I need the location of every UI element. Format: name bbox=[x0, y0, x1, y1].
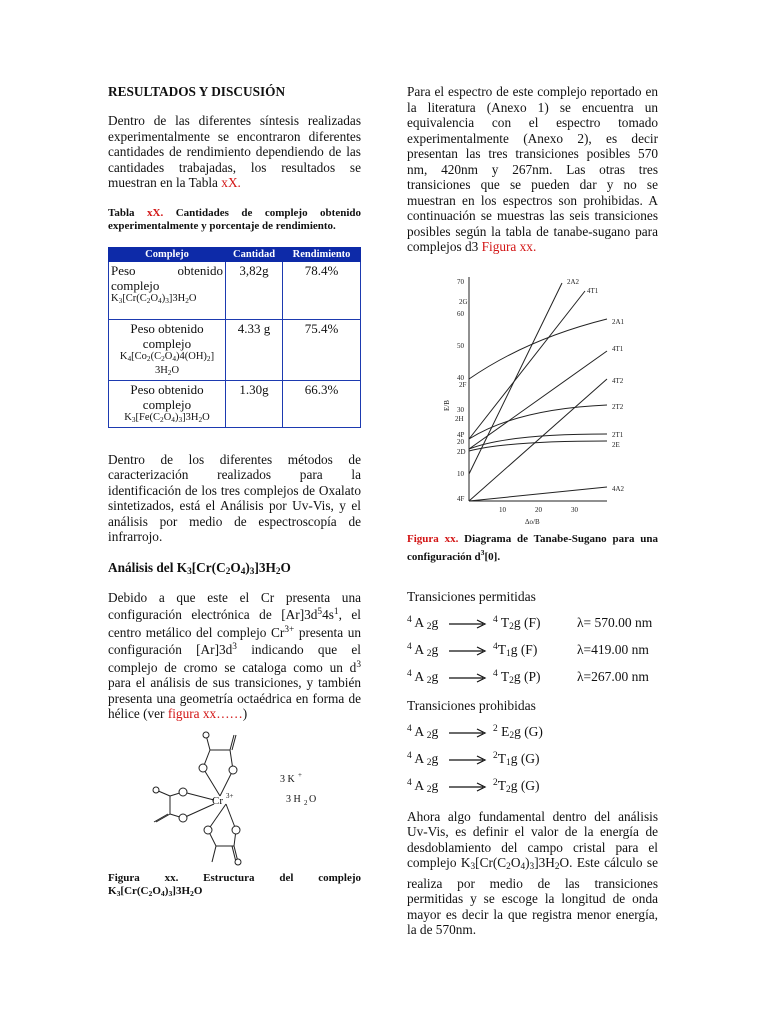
svg-text:4T1: 4T1 bbox=[587, 286, 599, 295]
svg-text:+: + bbox=[298, 770, 302, 779]
complex-structure-image bbox=[108, 730, 361, 870]
svg-text:2A2: 2A2 bbox=[567, 277, 580, 286]
transition-row bbox=[407, 615, 658, 642]
table-header: Cantidad bbox=[226, 247, 283, 261]
tanabe-sugano-diagram bbox=[407, 269, 658, 529]
svg-text:10: 10 bbox=[499, 505, 506, 514]
svg-text:40: 40 bbox=[457, 373, 464, 382]
table-row bbox=[109, 380, 361, 427]
intro-text: Dentro de las diferentes síntesis realizadas experimentalmente se encontraron diferentes cantidades de rendimiento dependiendo de las cantidades trabajadas, los resultados se muestran en la Tabla bbox=[108, 113, 361, 190]
arrow-icon bbox=[447, 644, 489, 658]
svg-text:2G: 2G bbox=[459, 297, 468, 306]
svg-text:2T2: 2T2 bbox=[612, 402, 624, 411]
transition-value: λ=267.00 nm bbox=[577, 668, 649, 684]
transition-row bbox=[407, 642, 658, 669]
svg-text:O: O bbox=[309, 793, 317, 805]
table-caption-ref: xX. bbox=[147, 206, 164, 219]
transition-row bbox=[407, 751, 658, 778]
arrow-icon bbox=[447, 780, 489, 794]
table-header: Complejo bbox=[109, 247, 226, 261]
table-cell-complejo bbox=[109, 380, 226, 427]
arrow-icon bbox=[447, 617, 489, 631]
svg-text:2D: 2D bbox=[457, 447, 466, 456]
svg-text:30: 30 bbox=[457, 405, 464, 414]
table-cell-rendimiento: 78.4% bbox=[283, 261, 361, 319]
row-label: Peso obtenido complejo bbox=[111, 262, 223, 293]
transition-to: $^2T_1g$ (G) bbox=[493, 750, 540, 768]
transition-to: $^4$ $T_2g$ (F) bbox=[493, 614, 541, 632]
allowed-transitions-title: Transiciones permitidas bbox=[407, 588, 536, 604]
table-caption-text: Cantidades de complejo obtenido experimentalmente y porcentaje de rendimiento. bbox=[108, 206, 362, 232]
svg-text:Cr: Cr bbox=[212, 794, 223, 807]
transition-from: $^4$ A $_2$g bbox=[407, 641, 439, 659]
transition-to: $^4$ $T_2g$ (P) bbox=[493, 668, 541, 686]
svg-text:4T2: 4T2 bbox=[612, 376, 624, 385]
intro-paragraph bbox=[108, 113, 361, 191]
transition-row bbox=[407, 778, 658, 805]
svg-text:70: 70 bbox=[457, 277, 464, 286]
configuration-paragraph: Debido a que este el Cr presenta una configuración electrónica de $[Ar]3d^54s^1$, el centro metálico del complejo $Cr^{3+}$ presenta un configuración $[Ar]3d^3$ indicando que el complejo de cromo se cataloga como un $d^3$ para el análisis de sus transiciones, y también presenta una geometría octaédrica en forma de hélice (ver figura xx……) bbox=[108, 589, 361, 721]
table-cell-rendimiento: 75.4% bbox=[283, 319, 361, 380]
row-formula: $K_4[Co_2(C_2O_4)4(OH)_2]$ $3H_2O$ bbox=[119, 350, 215, 377]
transition-to: $^4T_1g$ (F) bbox=[493, 641, 538, 659]
table-caption-prefix: Tabla bbox=[108, 206, 135, 219]
transition-from: $^4$ A $_2$g bbox=[407, 777, 439, 795]
transition-row bbox=[407, 669, 658, 696]
figure-reference: Figura xx. bbox=[481, 239, 537, 254]
svg-text:60: 60 bbox=[457, 309, 464, 318]
svg-text:20: 20 bbox=[535, 505, 542, 514]
svg-text:20: 20 bbox=[457, 437, 464, 446]
row-label: Peso obtenido complejo bbox=[130, 320, 204, 351]
svg-text:2T1: 2T1 bbox=[612, 430, 624, 439]
figure-reference: figura xx bbox=[167, 706, 217, 721]
transition-to: $^2$ $E_2g$ (G) bbox=[493, 723, 543, 741]
transition-row bbox=[407, 724, 658, 751]
arrow-icon bbox=[447, 671, 489, 685]
crystal-field-paragraph: Ahora algo fundamental dentro del análisis Uv-Vis, es definir el valor de la energía de desdoblamiento del campo cristal para el complejo $K_3[Cr(C_2O_4)_3]3H_2O$. Este cálculo se realiza por medio de las transiciones permitidas y se escoge la longitud de onda mayor es decir la que registra menor energía, la de 570nm. bbox=[407, 808, 658, 937]
transition-from: $^4$ A $_2$g bbox=[407, 750, 439, 768]
svg-text:E/B: E/B bbox=[443, 399, 451, 411]
svg-text:4F: 4F bbox=[457, 494, 465, 503]
table-cell-complejo bbox=[109, 319, 226, 380]
figure-reference-dots: …… bbox=[216, 706, 243, 721]
forbidden-transitions-title: Transiciones prohibidas bbox=[407, 697, 536, 713]
paren-close: ) bbox=[242, 706, 248, 721]
svg-text:3 H: 3 H bbox=[286, 793, 301, 805]
svg-text:50: 50 bbox=[457, 341, 464, 350]
svg-text:2H: 2H bbox=[455, 414, 464, 423]
svg-text:30: 30 bbox=[571, 505, 578, 514]
svg-text:3 K: 3 K bbox=[280, 773, 295, 785]
tanabe-caption-ref: Figura xx. bbox=[407, 532, 459, 545]
svg-text:3+: 3+ bbox=[226, 791, 234, 800]
transition-value: λ=419.00 nm bbox=[577, 641, 649, 657]
table-cell-cantidad: 1.30g bbox=[226, 380, 283, 427]
tanabe-figure-caption: Figura xx. Diagrama de Tanabe-Sugano para una configuración $d^3[0]$. bbox=[407, 532, 659, 563]
svg-text:4A2: 4A2 bbox=[612, 484, 625, 493]
transition-value: λ= 570.00 nm bbox=[577, 614, 653, 630]
transition-to: $^2T_2g$ (G) bbox=[493, 777, 540, 795]
svg-text:Δo/B: Δo/B bbox=[525, 517, 540, 526]
table-caption bbox=[108, 207, 361, 234]
arrow-icon bbox=[447, 726, 489, 740]
spectrum-text: Para el espectro de este complejo reportado en la literatura (Anexo 1) se encuentra un equivalencia con el espectro tomado experimentalmente (Anexo 2), es decir presentan las tres transiciones posibles 570 nm, 420nm y 267nm. Las otras tres transiciones que se pueden dar y no se muestran en los espectros son prohibidas. A continuación se muestras las seis transiciones posibles según la tabla de tanabe-sugano para complejos d3 bbox=[407, 84, 658, 254]
table-row bbox=[109, 319, 361, 380]
table-header: Rendimiento bbox=[283, 247, 361, 261]
section-heading: RESULTADOS Y DISCUSIÓN bbox=[108, 84, 286, 99]
svg-text:2F: 2F bbox=[459, 380, 467, 389]
svg-text:2E: 2E bbox=[612, 440, 620, 449]
row-label: Peso obtenido complejo bbox=[130, 381, 204, 412]
svg-text:2A1: 2A1 bbox=[612, 317, 625, 326]
table-cell-rendimiento: 66.3% bbox=[283, 380, 361, 427]
arrow-icon bbox=[447, 753, 489, 767]
left-column bbox=[108, 84, 361, 901]
results-table bbox=[108, 247, 361, 428]
table-row bbox=[109, 261, 361, 319]
transition-from: $^4$ A $_2$g bbox=[407, 668, 439, 686]
analysis-subheading: Análisis del $K_3[Cr(C_2O_4)_3]3H_2O$ bbox=[108, 559, 291, 577]
structure-figure-caption: Figura xx. Estructura del complejo $K_3[Cr(C_2O_4)_3]3H_2O$ bbox=[108, 871, 361, 898]
transition-from: $^4$ A $_2$g bbox=[407, 614, 439, 632]
row-formula: $K_3[Cr(C_2O_4)_3]3H_2O$ bbox=[111, 292, 197, 305]
methods-paragraph: Dentro de los diferentes métodos de caracterización realizados para la identificación de los tres complejos de Oxalato sintetizados, está el Análisis por Uv-Vis, y el análisis por medio de espectroscopía de infrarrojo. bbox=[108, 451, 361, 544]
spectrum-paragraph bbox=[407, 84, 658, 255]
svg-text:4P: 4P bbox=[457, 430, 465, 439]
row-formula: $K_3[Fe(C_2O_4)_3]3H_2O$ bbox=[124, 411, 210, 424]
svg-text:4T1: 4T1 bbox=[612, 344, 624, 353]
table-cell-complejo bbox=[109, 261, 226, 319]
table-reference: xX. bbox=[221, 175, 241, 190]
right-column bbox=[407, 84, 658, 938]
table-cell-cantidad: 4.33 g bbox=[226, 319, 283, 380]
transition-from: $^4$ A $_2$g bbox=[407, 723, 439, 741]
table-cell-cantidad: 3,82g bbox=[226, 261, 283, 319]
svg-text:10: 10 bbox=[457, 469, 464, 478]
svg-text:2: 2 bbox=[304, 798, 308, 807]
